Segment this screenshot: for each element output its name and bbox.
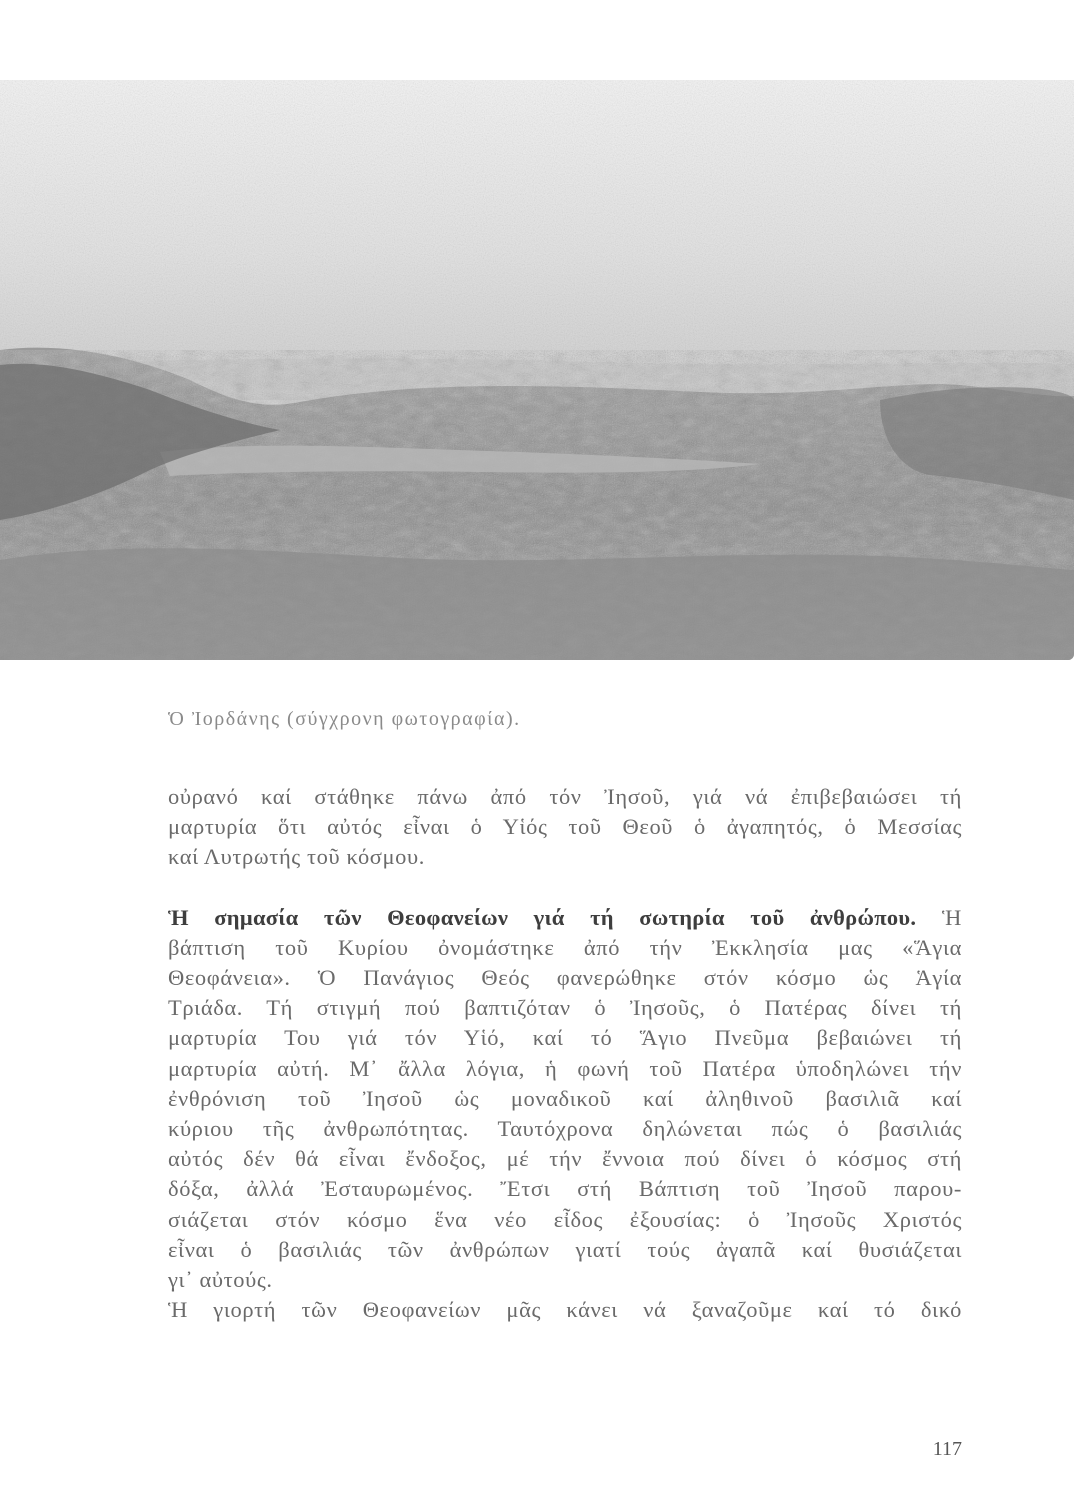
paragraph-2 <box>168 903 962 1296</box>
jordan-river-photo <box>0 80 1074 660</box>
text-line: δόξα, ἀλλά Ἐσταυρωμένος. Ἔτσι στή Βάπτιση τοῦ Ἰησοῦ παρου- <box>168 1176 962 1202</box>
paragraph-3 <box>168 1295 962 1325</box>
text-line: μαρτυρία αὐτή. Μ᾽ ἄλλα λόγια, ἡ φωνή τοῦ Πατέρα ὑποδηλώνει τήν <box>168 1055 962 1081</box>
heading-tail: Ἡ <box>916 904 962 930</box>
text-line: καί Λυτρωτής τοῦ κόσμου. <box>168 844 425 870</box>
text-line: γι᾽ αὐτούς. <box>168 1267 273 1293</box>
text-line: μαρτυρία ὅτι αὐτός εἶναι ὁ Υἱός τοῦ Θεοῦ ὁ ἀγαπητός, ὁ Μεσσίας <box>168 814 962 840</box>
text-line: κύριου τῆς ἀνθρωπότητας. Ταυτόχρονα δηλώνεται πώς ὁ βασιλιάς <box>168 1116 962 1142</box>
text-line: βάπτιση τοῦ Κυρίου ὀνομάστηκε ἀπό τήν Ἐκκλησία μας «Ἅγια <box>168 934 962 960</box>
text-line: Θεοφάνεια». Ὁ Πανάγιος Θεός φανερώθηκε στόν κόσμο ὡς Ἁγία <box>168 965 962 991</box>
page-number: 117 <box>932 1438 962 1460</box>
text-line: μαρτυρία Του γιά τόν Υἱό, καί τό Ἅγιο Πνεῦμα βεβαιώνει τή <box>168 1025 962 1051</box>
section-heading: Ἡ σημασία τῶν Θεοφανείων γιά τή σωτηρία τοῦ ἀνθρώπου. <box>168 904 917 930</box>
text-line: οὐρανό καί στάθηκε πάνω ἀπό τόν Ἰησοῦ, γιά νά ἐπιβεβαιώσει τή <box>168 784 962 809</box>
paragraph-1 <box>168 782 962 873</box>
photo-caption: Ὁ Ἰορδάνης (σύγχρονη φωτογραφία). <box>168 708 521 730</box>
text-line: αὐτός δέν θά εἶναι ἔνδοξος, μέ τήν ἔννοια πού δίνει ὁ κόσμος στή <box>168 1146 962 1172</box>
text-line <box>168 903 962 933</box>
text-line: Τριάδα. Τή στιγμή πού βαπτιζόταν ὁ Ἰησοῦς, ὁ Πατέρας δίνει τή <box>168 995 962 1021</box>
text-line: Ἡ γιορτή τῶν Θεοφανείων μᾶς κάνει νά ξαναζοῦμε καί τό δικό <box>168 1297 962 1323</box>
text-line: ἐνθρόνιση τοῦ Ἰησοῦ ὡς μοναδικοῦ καί ἀληθινοῦ βασιλιᾶ καί <box>168 1085 962 1111</box>
text-line: σιάζεται στόν κόσμο ἕνα νέο εἶδος ἐξουσίας: ὁ Ἰησοῦς Χριστός <box>168 1206 962 1232</box>
text-line: εἶναι ὁ βασιλιάς τῶν ἀνθρώπων γιατί τούς ἀγαπᾶ καί θυσιάζεται <box>168 1236 962 1262</box>
body-text <box>168 782 962 1325</box>
